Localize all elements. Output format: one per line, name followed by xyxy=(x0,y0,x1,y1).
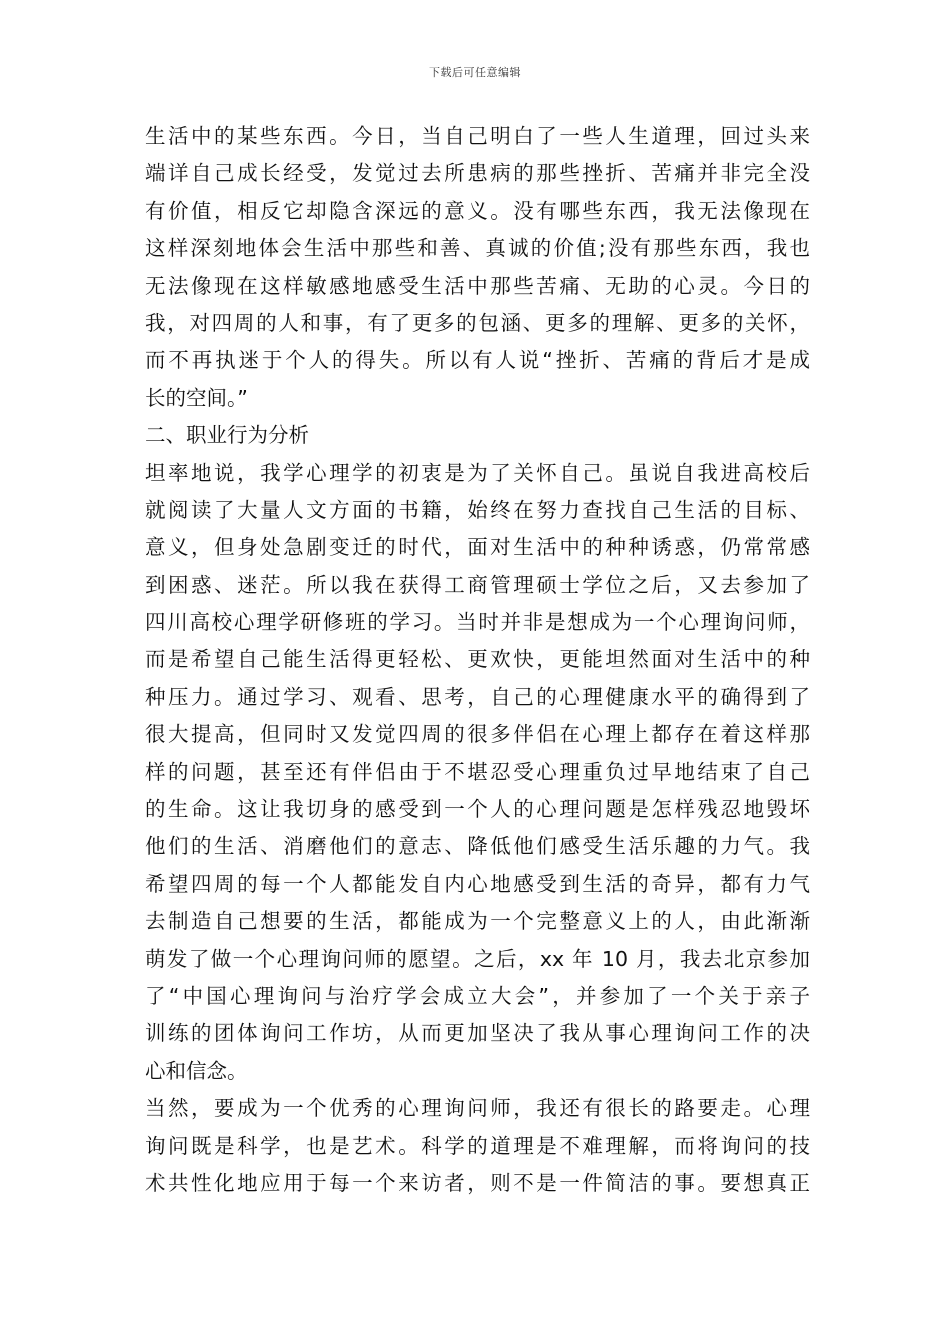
text-line: 长的空间。” xyxy=(145,385,248,410)
text-line: 有价值，相反它却隐含深远的意义。没有哪些东西，我无法像现在 xyxy=(145,198,810,223)
text-line: 术共性化地应用于每一个来访者，则不是一件简洁的事。要想真正 xyxy=(145,1170,810,1195)
text-line: 种压力。通过学习、观看、思考，自己的心理健康水平的确得到了 xyxy=(145,684,810,709)
text-line: 询问既是科学，也是艺术。科学的道理是不难理解，而将询问的技 xyxy=(145,1133,810,1158)
text-line: 而是希望自己能生活得更轻松、更欢快，更能坦然面对生活中的种 xyxy=(145,647,810,672)
text-line: 希望四周的每一个人都能发自内心地感受到生活的奇异，都有力气 xyxy=(145,871,810,896)
text-line: 就阅读了大量人文方面的书籍，始终在努力查找自己生活的目标、 xyxy=(145,497,810,522)
text-line: 这样深刻地体会生活中那些和善、真诚的价值;没有那些东西，我也 xyxy=(145,236,810,261)
text-line: 端详自己成长经受，发觉过去所患病的那些挫折、苦痛并非完全没 xyxy=(145,161,810,186)
text-line: 样的问题，甚至还有伴侣由于不堪忍受心理重负过早地结束了自己 xyxy=(145,759,810,784)
text-line: 二、职业行为分析 xyxy=(145,423,309,448)
text-line: 去制造自己想要的生活，都能成为一个完整意义上的人，由此渐渐 xyxy=(145,909,810,934)
text-line: 他们的生活、消磨他们的意志、降低他们感受生活乐趣的力气。我 xyxy=(145,834,810,859)
text-line: 萌发了做一个心理询问师的愿望。之后，xx 年 10 月，我去北京参加 xyxy=(145,946,810,971)
text-line: 很大提高，但同时又发觉四周的很多伴侣在心理上都存在着这样那 xyxy=(145,722,810,747)
text-line: 无法像现在这样敏感地感受生活中那些苦痛、无助的心灵。今日的 xyxy=(145,273,810,298)
text-line: 四川高校心理学研修班的学习。当时并非是想成为一个心理询问师， xyxy=(145,610,810,635)
text-line: 到困惑、迷茫。所以我在获得工商管理硕士学位之后，又去参加了 xyxy=(145,572,810,597)
text-line: 我，对四周的人和事，有了更多的包涵、更多的理解、更多的关怀， xyxy=(145,310,810,335)
text-line: 而不再执迷于个人的得失。所以有人说“挫折、苦痛的背后才是成 xyxy=(145,348,810,373)
text-line: 的生命。这让我切身的感受到一个人的心理问题是怎样残忍地毁坏 xyxy=(145,797,810,822)
text-line: 意义，但身处急剧变迁的时代，面对生活中的种种诱惑，仍常常感 xyxy=(145,535,810,560)
page-header: 下载后可任意编辑 xyxy=(429,66,521,79)
text-line: 当然，要成为一个优秀的心理询问师，我还有很长的路要走。心理 xyxy=(145,1096,810,1121)
text-line: 生活中的某些东西。今日，当自己明白了一些人生道理，回过头来 xyxy=(145,124,810,148)
document-body xyxy=(145,118,810,1202)
text-line: 训练的团体询问工作坊，从而更加坚决了我从事心理询问工作的决 xyxy=(145,1021,810,1046)
text-line: 了“中国心理询问与治疗学会成立大会”，并参加了一个关于亲子 xyxy=(145,983,810,1008)
text-line: 坦率地说，我学心理学的初衷是为了关怀自己。虽说自我进高校后 xyxy=(145,460,810,485)
text-line: 心和信念。 xyxy=(145,1058,248,1083)
